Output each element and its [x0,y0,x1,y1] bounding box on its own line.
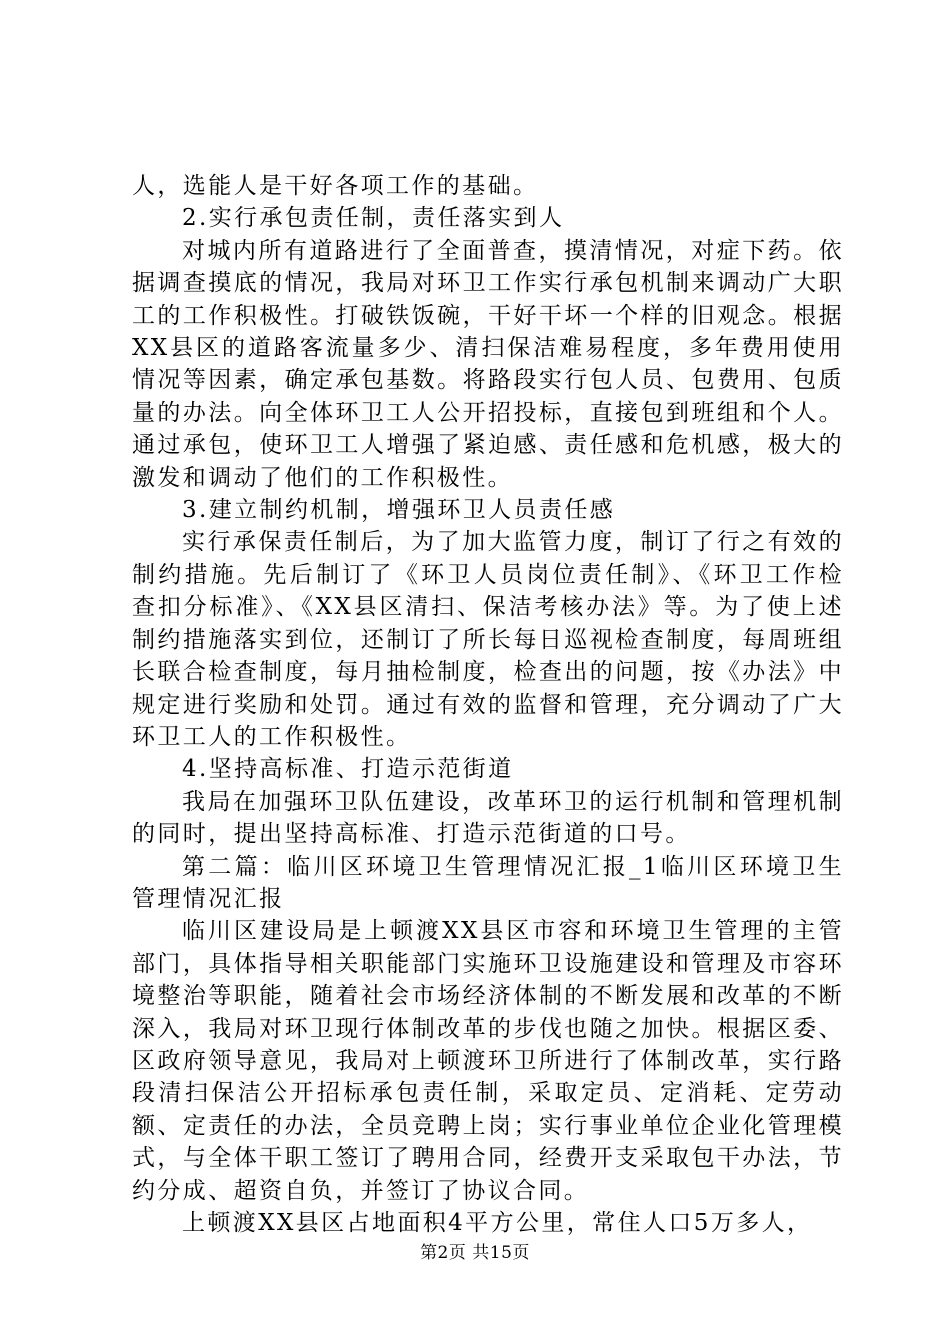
section-heading: 2.实行承包责任制，责任落实到人 [182,205,565,232]
paragraph: 上顿渡XX县区占地面积4平方公里，常住人口5万多人， [182,1210,813,1236]
chapter-heading: 第二篇：临川区环境卫生管理情况汇报_1临川区环境卫生管理情况汇报 [132,853,844,912]
paragraph: 临川区建设局是上顿渡XX县区市容和环境卫生管理的主管部门，具体指导相关职能部门实施环卫设施建设和管理及市容环境整治等职能，随着社会市场经济体制的不断发展和改革的不断深入，我局对环卫现行体制改革的步伐也随之加快。根据区委、区政府领导意见，我局对上顿渡环卫所进行了体制改革，实行路段清扫保洁公开招标承包责任制，采取定员、定消耗、定劳动额、定责任的办法，全员竞聘上岗；实行事业单位企业化管理模式，与全体干职工签订了聘用合同，经费开支采取包干办法，节约分成、超资自负，并签订了协议合同。 [132,918,844,1204]
page-footer: 第2页 共15页 [420,1243,530,1263]
section-heading: 3.建立制约机制，增强环卫人员责任感 [182,497,616,524]
paragraph: 人，选能人是干好各项工作的基础。 [132,173,539,199]
paragraph: 对城内所有道路进行了全面普查，摸清情况，对症下药。依据调查摸底的情况，我局对环卫工作实行承包机制来调动广大职工的工作积极性。打破铁饭碗，干好干坏一个样的旧观念。根据XX县区的道路客流量多少、清扫保洁难易程度，多年费用使用情况等因素，确定承包基数。将路段实行包人员、包费用、包质量的办法。向全体环卫工人公开招投标，直接包到班组和个人。通过承包，使环卫工人增强了紧迫感、责任感和危机感，极大的激发和调动了他们的工作积极性。 [132,237,844,491]
section-heading: 4.坚持高标准、打造示范街道 [182,756,514,783]
paragraph: 实行承保责任制后，为了加大监管力度，制订了行之有效的制约措施。先后制订了《环卫人员岗位责任制》、《环卫工作检查扣分标准》、《XX县区清扫、保洁考核办法》等。为了使上述制约措施落实到位，还制订了所长每日巡视检查制度，每周班组长联合检查制度，每月抽检制度，检查出的问题，按《办法》中规定进行奖励和处罚。通过有效的监督和管理，充分调动了广大环卫工人的工作积极性。 [132,529,844,750]
document-body [132,170,844,1239]
paragraph: 我局在加强环卫队伍建设，改革环卫的运行机制和管理机制的同时，提出坚持高标准、打造示范街道的口号。 [132,788,844,848]
